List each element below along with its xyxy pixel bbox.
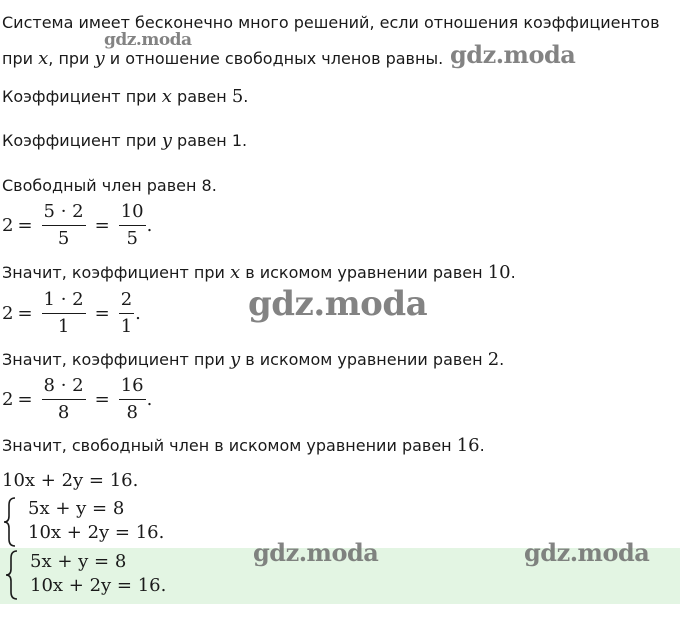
fraction-equation-1: 2 = $\frac{5 \cdot 2}{5}$ = $\frac{10}{5}$ . [2,200,153,249]
equation-system-1 [2,496,202,548]
watermark: gdz.moda [248,284,428,324]
watermark: gdz.moda [104,30,192,50]
fraction-equation-3: 2 = $\frac{8 \cdot 2}{8}$ = $\frac{16}{8}$ . [2,374,153,423]
fraction-equation-2: 2 = $\frac{1 \cdot 2}{1}$ = $\frac{2}{1}$ . [2,288,141,337]
conclusion-1: Значит, коэффициент при x в искомом уравнении равен 10. [2,262,516,283]
left-brace-icon [2,496,18,548]
left-brace-icon [4,549,20,601]
watermark: gdz.moda [253,538,379,567]
coef-x-text: Коэффициент при x равен 5. [2,86,249,107]
system-1-line-2: 10x + 2y = 16. [28,522,165,543]
system-2-line-1: 5x + y = 8 [30,551,127,572]
watermark: gdz.moda [524,538,650,567]
free-term-text: Свободный член равен 8. [2,176,217,195]
intro-line-1: Система имеет бесконечно много решений, если отношения коэффициентов [2,13,660,32]
intro-line-2: при x, при y и отношение свободных членов равны. [2,48,444,69]
watermark: gdz.moda [450,40,576,69]
final-equation: 10x + 2y = 16. [2,470,139,491]
system-2-line-2: 10x + 2y = 16. [30,575,167,596]
conclusion-3: Значит, свободный член в искомом уравнении равен 16. [2,435,485,456]
coef-y-text: Коэффициент при y равен 1. [2,130,248,151]
conclusion-2: Значит, коэффициент при y в искомом уравнении равен 2. [2,349,505,370]
system-1-line-1: 5x + y = 8 [28,498,125,519]
equation-system-2 [4,549,204,601]
